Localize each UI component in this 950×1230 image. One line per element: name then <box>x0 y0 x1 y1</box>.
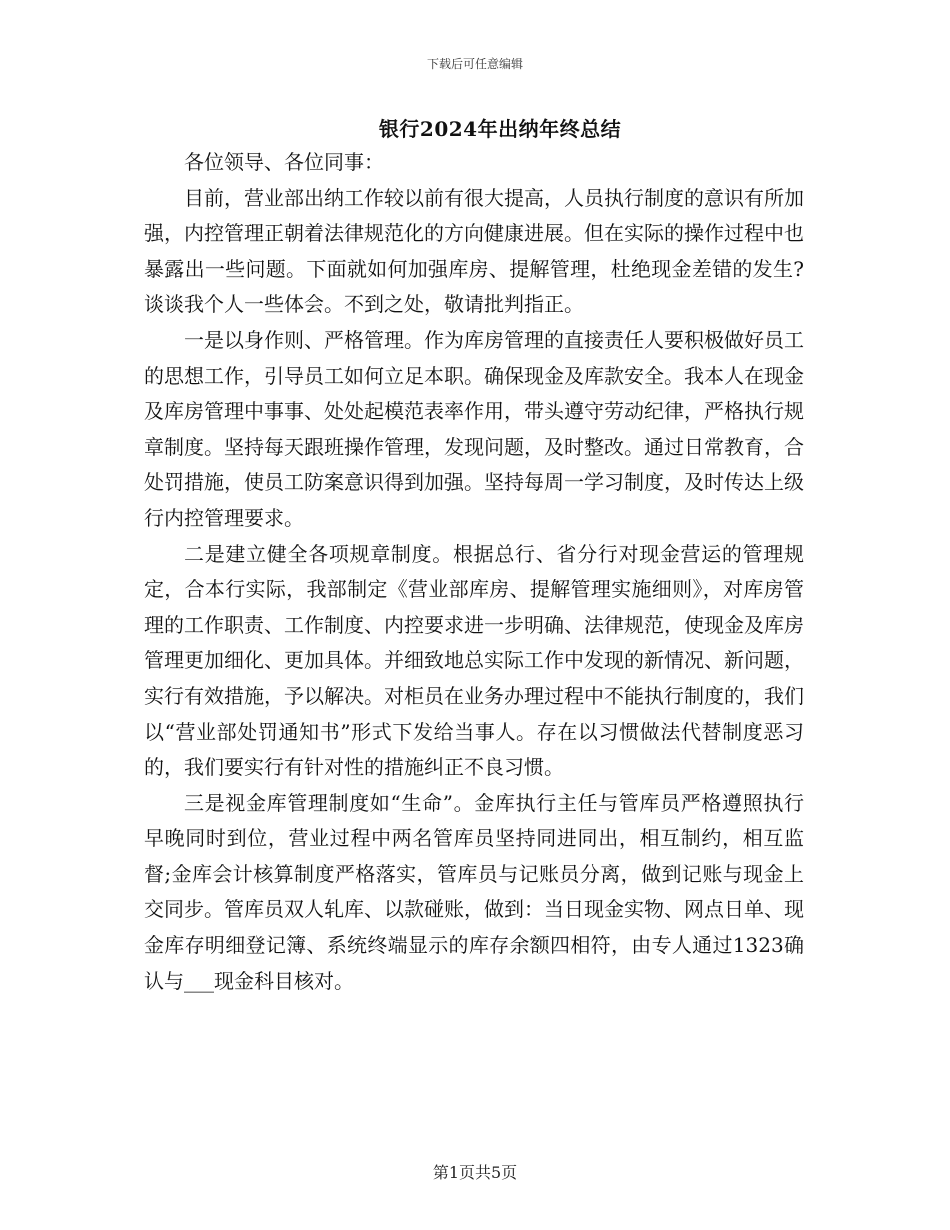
document-body <box>144 145 804 999</box>
point-two-paragraph: 二是建立健全各项规章制度。根据总行、省分行对现金营运的管理规定，合本行实际，我部制定《营业部库房、提解管理实施细则》，对库房管理的工作职责、工作制度、内控要求进一步明确、法律规范，使现金及库房管理更加细化、更加具体。并细致地总实际工作中发现的新情况、新问题，实行有效措施，予以解决。对柜员在业务办理过程中不能执行制度的，我们以“营业部处罚通知书”形式下发给当事人。存在以习惯做法代替制度恶习的，我们要实行有针对性的措施纠正不良习惯。 <box>144 541 804 780</box>
salutation-paragraph: 各位领导、各位同事： <box>184 150 384 174</box>
document-title: 银行2024年出纳年终总结 <box>378 117 622 141</box>
intro-paragraph: 目前，营业部出纳工作较以前有很大提高，人员执行制度的意识有所加强，内控管理正朝着法律规范化的方向健康进展。但在实际的操作过程中也暴露出一些问题。下面就如何加强库房、提解管理，杜绝现金差错的发生?谈谈我个人一些体会。不到之处，敬请批判指正。 <box>144 185 804 317</box>
point-one-paragraph: 一是以身作则、严格管理。作为库房管理的直接责任人要积极做好员工的思想工作，引导员工如何立足本职。确保现金及库款安全。我本人在现金及库房管理中事事、处处起模范表率作用，带头遵守劳动纪律，严格执行规章制度。坚持每天跟班操作管理，发现问题，及时整改。通过日常教育，合处罚措施，使员工防案意识得到加强。坚持每周一学习制度，及时传达上级行内控管理要求。 <box>144 327 804 530</box>
header-note: 下载后可任意编辑 <box>426 57 523 71</box>
point-three-paragraph: 三是视金库管理制度如“生命”。金库执行主任与管库员严格遵照执行早晚同时到位，营业过程中两名管库员坚持同进同出，相互制约，相互监督;金库会计核算制度严格落实，管库员与记账员分离，做到记账与现金上交同步。管库员双人轧库、以款碰账，做到：当日现金实物、网点日单、现金库存明细登记簿、系统终端显示的库存余额四相符，由专人通过1323确认与___现金科目核对。 <box>144 790 804 993</box>
page-number: 第1页共5页 <box>432 1163 518 1182</box>
